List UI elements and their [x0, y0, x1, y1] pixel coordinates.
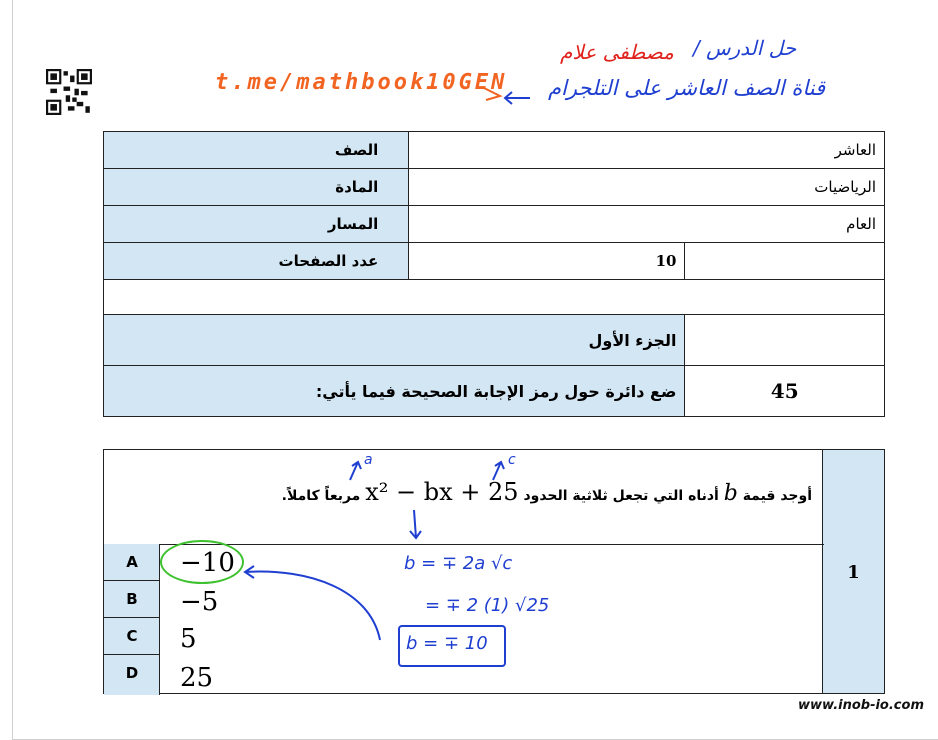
option-value[interactable]: 5	[180, 624, 197, 654]
stem-after: مربعاً كاملاً.	[281, 488, 361, 504]
telegram-link[interactable]: t.me/mathbook10GEN	[215, 70, 508, 95]
trinomial-expression: x² − bx + 25	[365, 478, 519, 506]
option-letter[interactable]: C	[104, 618, 160, 655]
option-value[interactable]: −10	[180, 548, 235, 578]
handwritten-result: b = ∓ 10	[406, 633, 488, 654]
option-letter[interactable]: B	[104, 581, 160, 618]
info-value: العاشر	[409, 132, 885, 169]
arrow-left-icon	[505, 92, 530, 104]
handwritten-label-c: c	[508, 452, 516, 468]
handwritten-step-2: = ∓ 2 (1) √25	[425, 595, 550, 616]
arrow-up-icon	[350, 462, 361, 480]
footer-website[interactable]: www.inob-io.com	[798, 698, 924, 713]
handwritten-step-1: b = ∓ 2a √c	[404, 553, 513, 574]
arrow-to-answer-icon	[245, 566, 380, 640]
note-author-name: مصطفى علام	[560, 40, 674, 64]
stem-middle: أدناه التي تجعل ثلاثية الحدود	[523, 488, 719, 504]
question-number: 1	[847, 562, 860, 583]
arrow-orange-icon	[484, 88, 500, 100]
info-value: الرياضيات	[409, 169, 885, 206]
option-value[interactable]: −5	[180, 587, 219, 617]
part-title: الجزء الأول	[104, 315, 685, 366]
stem-before: أوجد قيمة	[742, 488, 812, 504]
arrow-up-icon	[493, 462, 504, 480]
note-telegram-channel: قناة الصف العاشر على التلجرام	[548, 76, 826, 100]
total-score: 45	[685, 366, 885, 417]
info-label: المسار	[104, 206, 409, 243]
info-label: الصف	[104, 132, 409, 169]
info-label: عدد الصفحات	[104, 243, 409, 280]
instruction-text: ضع دائرة حول رمز الإجابة الصحيحة فيما يأتي:	[104, 366, 685, 417]
note-lesson-solution: حل الدرس /	[693, 36, 797, 60]
info-value: العام	[409, 206, 885, 243]
handwritten-label-a: a	[364, 452, 373, 468]
option-value[interactable]: 25	[180, 663, 214, 693]
stem-variable: b	[723, 481, 738, 506]
info-value: 10	[409, 243, 685, 280]
arrow-down-icon	[410, 510, 421, 538]
option-letter[interactable]: D	[125, 664, 139, 682]
option-letter[interactable]: A	[104, 544, 160, 581]
info-label: المادة	[104, 169, 409, 206]
